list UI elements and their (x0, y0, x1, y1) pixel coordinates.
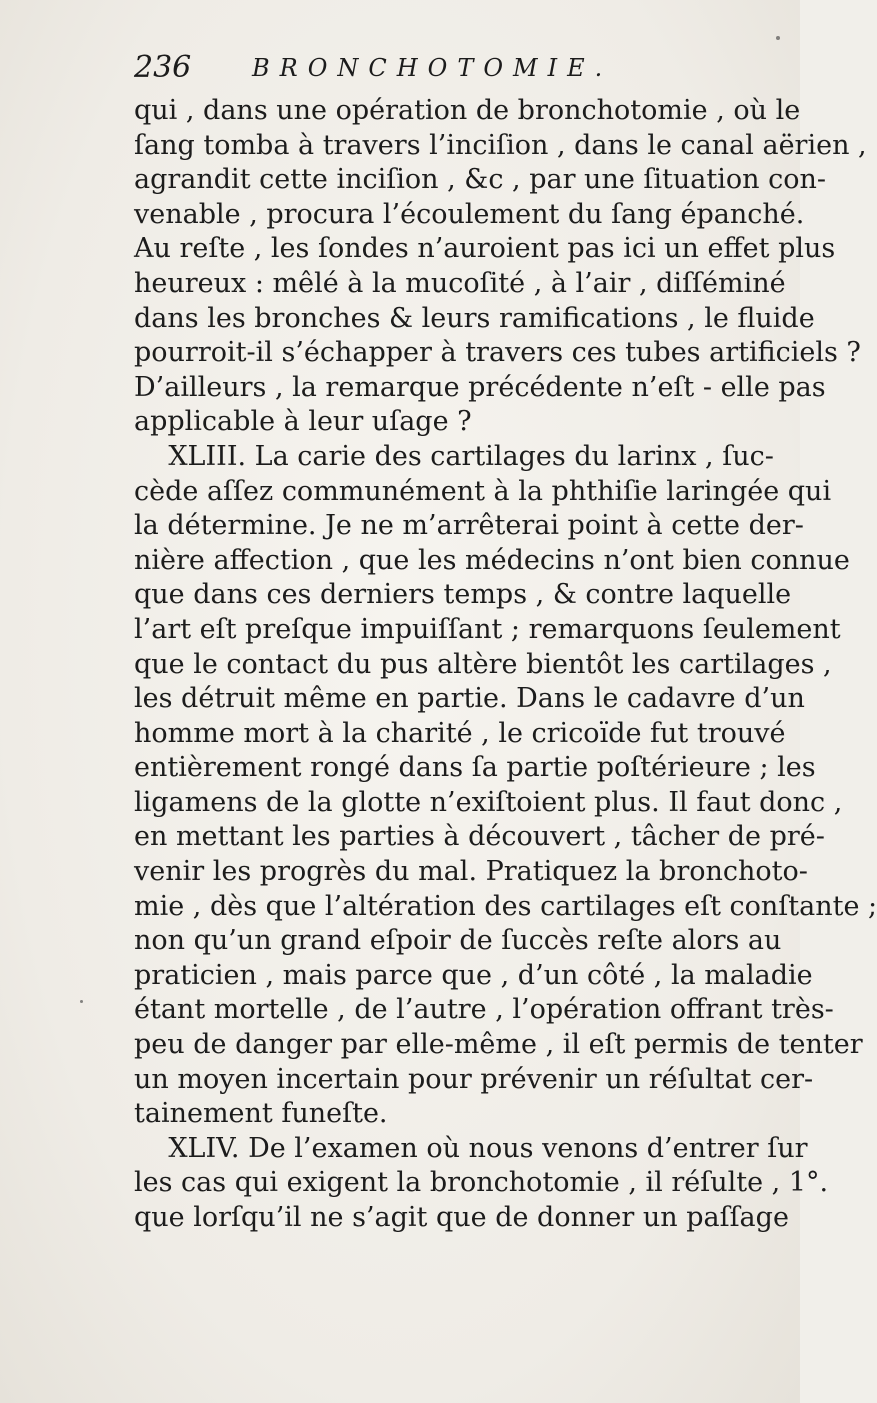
text-line: un moyen incertain pour prévenir un réſultat cer- (134, 1063, 814, 1095)
text-line: heureux : mêlé à la mucoſité , à l’air , diſſéminé (134, 267, 786, 299)
text-line: que le contact du pus altère bientôt les cartilages , (134, 648, 832, 680)
ink-speck (80, 1000, 83, 1003)
text-line: la détermine. Je ne m’arrêterai point à cette der- (134, 510, 804, 542)
text-line: entièrement rongé dans ſa partie poſtérieure ; les (134, 752, 816, 784)
running-head: BRONCHOTOMIE. (252, 54, 613, 82)
page-header (134, 48, 674, 88)
body-text (134, 94, 877, 1236)
text-line: qui , dans une opération de bronchotomie , où le (134, 95, 801, 126)
text-line: cède aſſez communément à la phthiſie laringée qui (134, 475, 832, 507)
text-line: XLIII. La carie des cartilages du larinx , ſuc- (134, 440, 774, 472)
text-line: tainement funeſte. (134, 1098, 388, 1130)
text-line: l’art eſt preſque impuiſſant ; remarquons ſeulement (134, 613, 841, 645)
text-line: XLIV. De l’examen où nous venons d’entrer ſur (134, 1132, 808, 1164)
text-line: D’ailleurs , la remarque précédente n’eſt - elle pas (134, 371, 826, 403)
text-line: pourroit-il s’échapper à travers ces tubes artificiels ? (134, 337, 861, 369)
text-line: les cas qui exigent la bronchotomie , il réſulte , 1°. (134, 1167, 829, 1199)
text-line: étant mortelle , de l’autre , l’opération offrant très- (134, 994, 834, 1026)
text-line: peu de danger par elle-même , il eſt permis de tenter (134, 1029, 863, 1061)
text-line: que lorſqu’il ne s’agit que de donner un paſſage (134, 1202, 789, 1233)
text-line: dans les bronches & leurs ramifications , le fluide (134, 302, 815, 334)
text-line: ſang tomba à travers l’inciſion , dans le canal aërien , (134, 129, 867, 161)
text-line: Au reſte , les ſondes n’auroient pas ici un effet plus (134, 233, 836, 265)
text-line: non qu’un grand eſpoir de ſuccès reſte alors au (134, 925, 782, 957)
text-line: venir les progrès du mal. Pratiquez la bronchoto- (134, 856, 808, 888)
text-line: agrandit cette inciſion , &c , par une ſituation con- (134, 164, 826, 196)
text-line: que dans ces derniers temps , & contre laquelle (134, 579, 792, 611)
text-line: ligamens de la glotte n’exiſtoient plus. Il faut donc , (134, 786, 843, 818)
page-number: 236 (134, 50, 192, 85)
text-line: les détruit même en partie. Dans le cadavre d’un (134, 683, 805, 715)
ink-speck (776, 36, 780, 40)
text-line: applicable à leur uſage ? (134, 406, 472, 438)
text-line: venable , procura l’écoulement du ſang épanché. (134, 198, 805, 230)
text-line: en mettant les parties à découvert , tâcher de pré- (134, 821, 825, 853)
text-line: nière affection , que les médecins n’ont bien connue (134, 544, 850, 576)
text-line: homme mort à la charité , le cricoïde fut trouvé (134, 717, 786, 749)
text-line: mie , dès que l’altération des cartilages eſt conſtante ; (134, 890, 877, 922)
text-line: praticien , mais parce que , d’un côté , la maladie (134, 959, 813, 991)
